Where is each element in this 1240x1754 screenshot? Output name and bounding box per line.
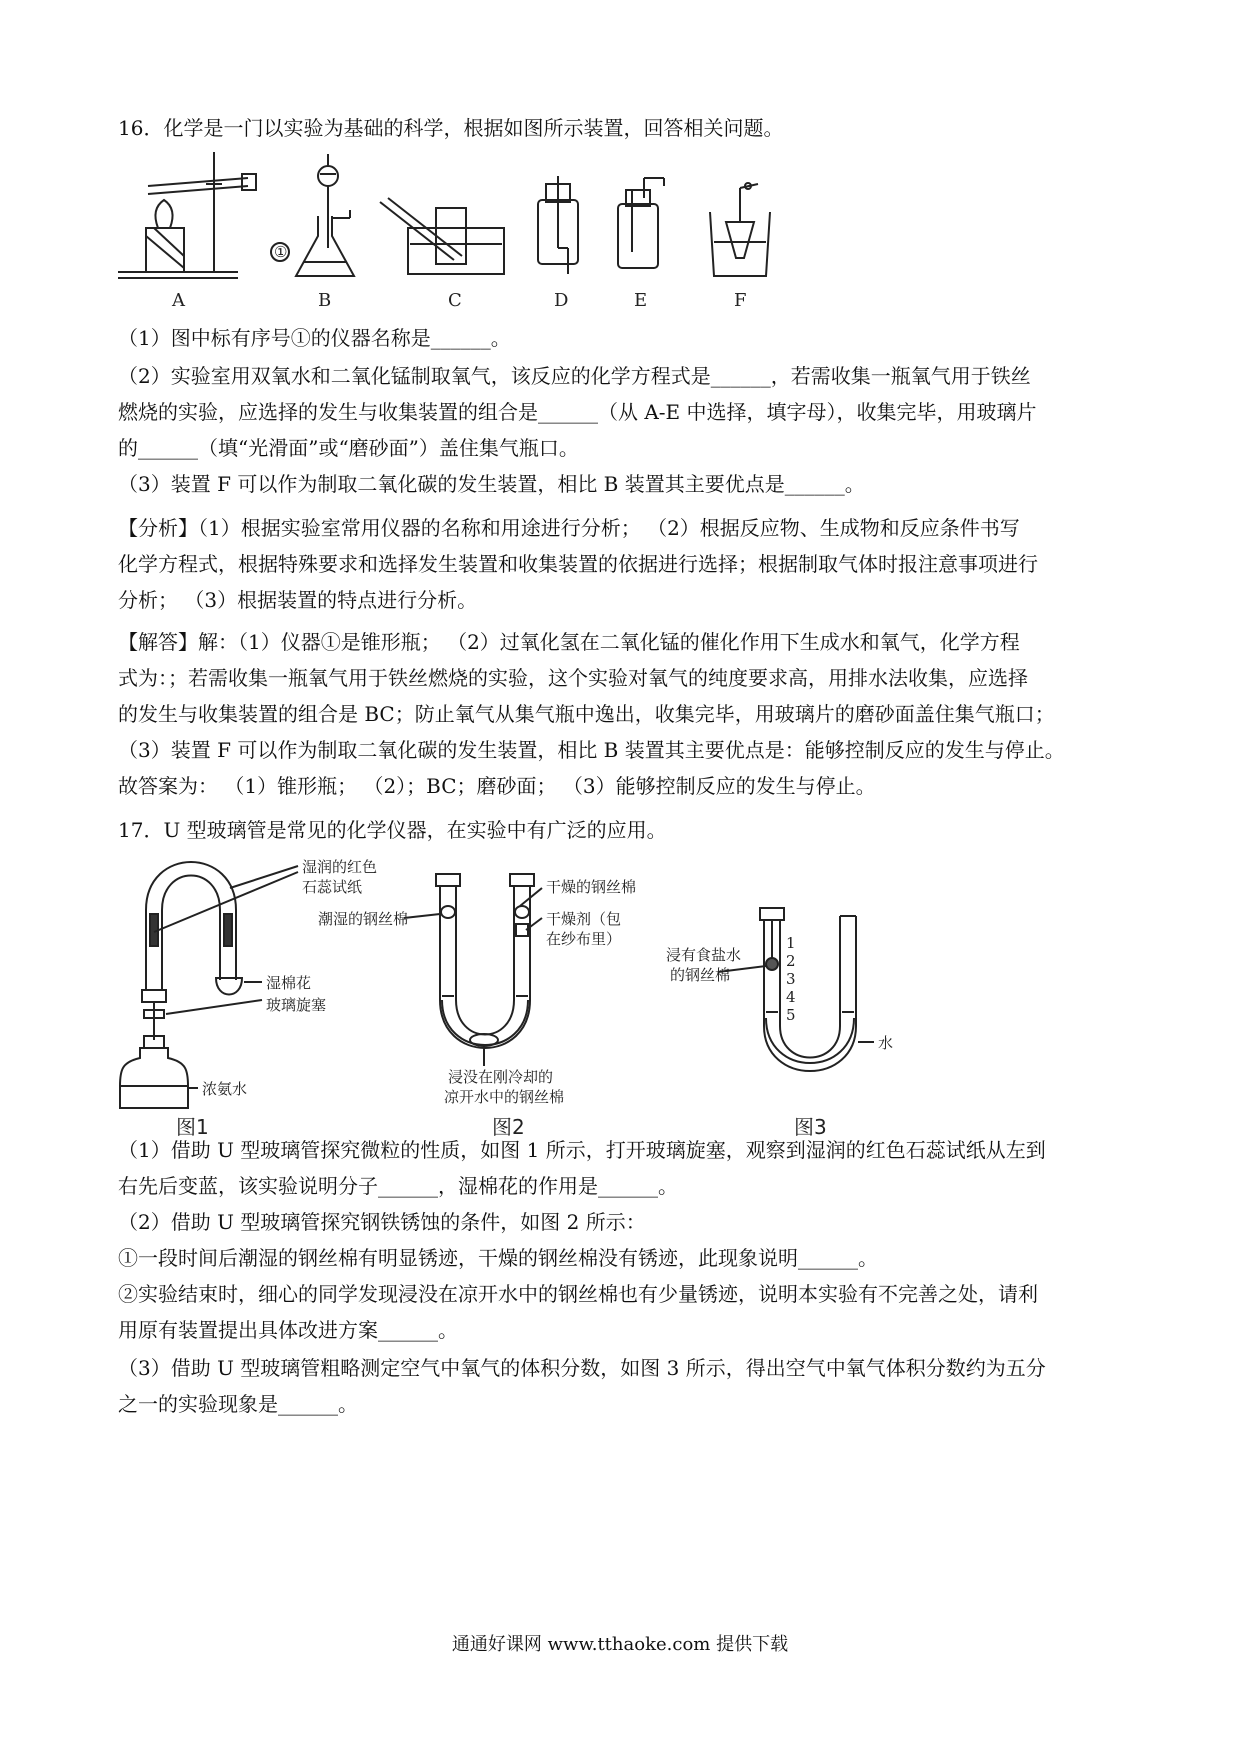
q16-line-4: 的______（填“光滑面”或“磨砂面”）盖住集气瓶口。: [118, 436, 579, 460]
fig-label-c: C: [448, 290, 462, 311]
apparatus-c-water-trough: [380, 198, 504, 274]
page-footer: 通通好课网 www.tthaoke.com 提供下载: [451, 1634, 789, 1655]
q17-line-7: （3）借助 U 型玻璃管粗略测定空气中氧气的体积分数，如图 3 所示，得出空气中氧气体积分数约为五分: [118, 1356, 1046, 1380]
q17-line-1: （1）借助 U 型玻璃管探究微粒的性质，如图 1 所示，打开玻璃旋塞，观察到湿润的红色石蕊试纸从左到: [118, 1138, 1046, 1162]
q16-line-3: 燃烧的实验，应选择的发生与收集装置的组合是______（从 A-E 中选择，填字母），收集完毕，用玻璃片: [118, 400, 1037, 424]
q17-line-6: 用原有装置提出具体改进方案______。: [118, 1318, 458, 1342]
q17-line-8: 之一的实验现象是______。: [118, 1392, 358, 1416]
fig3-note-water: 水: [878, 1034, 894, 1052]
fig2-note-submerged-2: 凉开水中的钢丝棉: [444, 1088, 565, 1106]
fig2-note-desiccant-1: 干燥剂（包: [546, 910, 622, 928]
fig-label-f: F: [734, 290, 747, 311]
apparatus-a-heating-tube: [118, 152, 256, 278]
fig1-note-litmus-1: 湿润的红色: [302, 858, 378, 876]
q16-answer-3: 的发生与收集装置的组合是 BC；防止氧气从集气瓶中逸出，收集完毕，用玻璃片的磨砂面盖住集气瓶口；: [118, 702, 1055, 726]
fig3-scale-2: 2: [786, 952, 796, 970]
fig3-note-wool-2: 的钢丝棉: [670, 966, 731, 984]
apparatus-e-bottle: [618, 178, 664, 268]
fig-label-b: B: [318, 290, 332, 311]
q17-u-tube-figure: [118, 850, 998, 1138]
q17-line-2: 右先后变蓝，该实验说明分子______，湿棉花的作用是______。: [118, 1174, 678, 1198]
fig1-caption: 图1: [176, 1115, 209, 1138]
q16-analysis-2: 化学方程式，根据特殊要求和选择发生装置和收集装置的依据进行选择；根据制取气体时报注意事项进行: [118, 552, 1038, 576]
q16-line-1: （1）图中标有序号①的仪器名称是______。: [118, 326, 511, 350]
fig3-scale-3: 3: [786, 970, 796, 988]
fig3-scale-4: 4: [786, 988, 796, 1006]
fig2-note-desiccant-2: 在纱布里）: [546, 930, 622, 948]
q16-title: 16．化学是一门以实验为基础的科学，根据如图所示装置，回答相关问题。: [118, 116, 784, 140]
q17-title: 17．U 型玻璃管是常见的化学仪器，在实验中有广泛的应用。: [118, 818, 667, 842]
fig3-scale-5: 5: [786, 1006, 796, 1024]
q16-answer-5: 故答案为： （1）锥形瓶； （2）；BC；磨砂面； （3）能够控制反应的发生与停止。: [118, 774, 876, 798]
fig1-note-ammonia: 浓氨水: [202, 1080, 248, 1098]
fig-marker-1: ①: [274, 243, 288, 261]
q17-line-5: ②实验结束时，细心的同学发现浸没在凉开水中的钢丝棉也有少量锈迹，说明本实验有不完善之处，请利: [118, 1282, 1038, 1306]
q17-line-3: （2）借助 U 型玻璃管探究钢铁锈蚀的条件，如图 2 所示：: [118, 1210, 646, 1234]
fig2-note-dry-wool: 干燥的钢丝棉: [546, 878, 637, 896]
fig2-note-submerged-1: 浸没在刚冷却的: [448, 1068, 554, 1086]
q16-answer-4: （3）装置 F 可以作为制取二氧化碳的发生装置，相比 B 装置其主要优点是：能够控制反应的发生与停止。: [118, 738, 1065, 762]
apparatus-f-beaker: [710, 183, 770, 276]
q16-answer-2: 式为：；若需收集一瓶氧气用于铁丝燃烧的实验，这个实验对氧气的纯度要求高，用排水法收集，应选择: [118, 666, 1028, 690]
q16-line-2: （2）实验室用双氧水和二氧化锰制取氧气，该反应的化学方程式是______，若需收集一瓶氧气用于铁丝: [118, 364, 1031, 388]
q16-analysis-3: 分析； （3）根据装置的特点进行分析。: [118, 588, 478, 612]
fig1-note-litmus-2: 石蕊试纸: [302, 878, 363, 896]
fig2-u-tube: [404, 874, 542, 1066]
fig3-caption: 图3: [794, 1115, 827, 1138]
fig-label-e: E: [634, 290, 648, 311]
fig-label-a: A: [172, 290, 185, 311]
fig3-note-wool-1: 浸有食盐水: [666, 946, 742, 964]
fig1-note-cotton: 湿棉花: [266, 974, 312, 992]
fig-label-d: D: [554, 290, 569, 311]
fig3-u-tube: [718, 908, 874, 1071]
q16-analysis-1: 【分析】（1）根据实验室常用仪器的名称和用途进行分析； （2）根据反应物、生成物和反应条件书写: [118, 516, 1020, 540]
q16-apparatus-figure: [118, 148, 888, 316]
fig1-note-stopcock: 玻璃旋塞: [266, 996, 327, 1014]
q16-answer-1: 【解答】解：（1）仪器①是锥形瓶； （2）过氧化氢在二氧化锰的催化作用下生成水和氧气，化学方程: [118, 630, 1020, 654]
q16-line-5: （3）装置 F 可以作为制取二氧化碳的发生装置，相比 B 装置其主要优点是______。: [118, 472, 865, 496]
q17-line-4: ①一段时间后潮湿的钢丝棉有明显锈迹，干燥的钢丝棉没有锈迹，此现象说明______。: [118, 1246, 878, 1270]
fig2-caption: 图2: [492, 1115, 525, 1138]
fig3-scale-1: 1: [786, 934, 796, 952]
apparatus-d-bottle: [538, 176, 578, 274]
fig2-note-wet-wool: 潮湿的钢丝棉: [318, 910, 409, 928]
